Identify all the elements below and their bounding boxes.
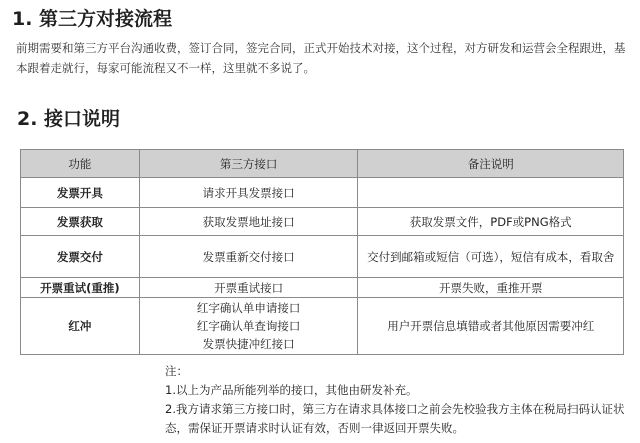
notes-label: 注：	[165, 364, 188, 378]
table-row	[21, 236, 624, 278]
section-1-title: 1. 第三方对接流程	[12, 8, 173, 30]
table-row	[21, 208, 624, 236]
notes-block	[165, 362, 635, 438]
header-function: 功能	[21, 150, 140, 178]
section-2-title: 2. 接口说明	[17, 108, 121, 130]
remark-cell: 获取发票文件，PDF或PNG格式	[358, 208, 624, 236]
interface-cell: 获取发票地址接口	[139, 208, 358, 236]
interface-cell	[139, 298, 358, 355]
header-remark: 备注说明	[358, 150, 624, 178]
remark-cell	[358, 178, 624, 208]
table-row	[21, 178, 624, 208]
note-item: 1.以上为产品所能列举的接口，其他由研发补充。	[165, 383, 418, 397]
function-cell: 发票获取	[21, 208, 140, 236]
interface-table	[20, 149, 624, 355]
function-cell: 发票交付	[21, 236, 140, 278]
interface-line: 红字确认单查询接口	[196, 319, 301, 333]
function-cell: 红冲	[21, 298, 140, 355]
remark-cell: 交付到邮箱或短信（可选），短信有成本，看取舍	[358, 236, 624, 278]
function-cell: 发票开具	[21, 178, 140, 208]
interface-cell: 请求开具发票接口	[139, 178, 358, 208]
function-cell: 开票重试(重推)	[21, 278, 140, 298]
note-item: 2.我方请求第三方接口时，第三方在请求具体接口之前会先校验我方主体在税局扫码认证状态，需保证开票请求时认证有效，否则一律返回开票失败。	[165, 402, 625, 435]
header-interface: 第三方接口	[139, 150, 358, 178]
interface-cell: 开票重试接口	[139, 278, 358, 298]
table-row	[21, 298, 624, 355]
remark-cell: 用户开票信息填错或者其他原因需要冲红	[358, 298, 624, 355]
table-row	[21, 278, 624, 298]
remark-cell: 开票失败，重推开票	[358, 278, 624, 298]
section-1-paragraph: 前期需要和第三方平台沟通收费，签订合同，签完合同，正式开始技术对接，这个过程，对方研发和运营会全程跟进，基本跟着走就行，每家可能流程又不一样，这里就不多说了。	[16, 41, 626, 75]
table-header-row	[21, 150, 624, 178]
interface-line: 发票快捷冲红接口	[202, 337, 295, 351]
interface-line: 红字确认单申请接口	[196, 301, 301, 315]
interface-cell: 发票重新交付接口	[139, 236, 358, 278]
